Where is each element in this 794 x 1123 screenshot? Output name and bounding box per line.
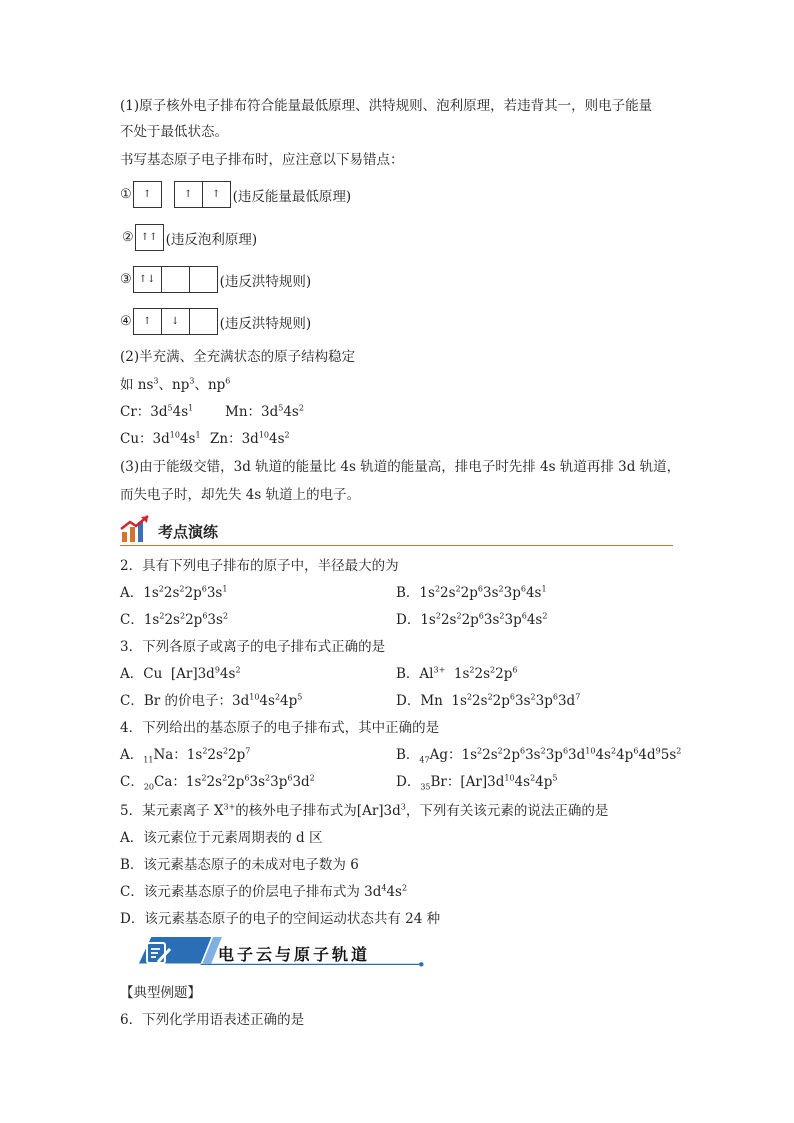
intro-paragraph-1b: 不处于最低状态。 (120, 124, 228, 140)
error-number: ② (122, 230, 134, 245)
error-note: (违反洪特规则) (219, 273, 312, 290)
q3-stem: 3．下列各原子或离子的电子排布式正确的是 (120, 639, 386, 655)
q5-option-d: D．该元素基态原子的电子的空间运动状态共有 24 种 (120, 911, 441, 927)
error-number: ① (120, 187, 132, 202)
cr-config: Cr：$3d^54s^1$ (120, 403, 194, 420)
error-note: (违反泡利原理) (165, 231, 258, 248)
q4-option-a: A．$_{11}$Na：$1s^22s^22p^7$ (120, 746, 251, 765)
intro-paragraph-1a: (1)原子核外电子排布符合能量最低原理、洪特规则、泡利原理，若违背其一，则电子能量 (120, 98, 653, 114)
q5-option-b: B．该元素基态原子的未成对电子数为 6 (120, 857, 359, 873)
error-example-1 (120, 181, 351, 208)
energy-level-note-a: (3)由于能级交错，3d 轨道的能量比 4s 轨道的能量高，排电子时先排 4s 轨道再排 3d 轨道， (120, 459, 681, 475)
section-banner-electron-cloud (120, 937, 442, 971)
q6-stem: 6．下列化学用语表述正确的是 (120, 1012, 305, 1028)
error-example-4 (120, 308, 311, 335)
error-number: ③ (120, 272, 132, 287)
error-example-3 (120, 266, 311, 293)
orbital-box: ↑↓ (133, 266, 218, 293)
q4-stem: 4．下列给出的基态原子的电子排布式，其中正确的是 (120, 720, 440, 736)
section-title: 考点演练 (158, 523, 219, 541)
section-divider (120, 545, 673, 547)
q4-option-d: D．$_{35}$Br：$[Ar]3d^{10}4s^24p^5$ (396, 773, 558, 792)
q2-option-d: D．$1s^22s^22p^63s^23p^64s^2$ (396, 611, 548, 628)
error-note: (违反能量最低原理) (232, 188, 352, 205)
section-header-practice (120, 514, 673, 546)
q2-option-c: C．$1s^22s^22p^63s^2$ (120, 611, 229, 628)
energy-level-note-b: 而失电子时，却先失 4s 轨道上的电子。 (120, 487, 361, 503)
zn-config: Zn：$3d^{10}4s^2$ (210, 430, 290, 447)
q5-option-a: A．该元素位于元素周期表的 d 区 (120, 830, 323, 846)
mn-config: Mn：$3d^54s^2$ (225, 403, 304, 420)
error-number: ④ (120, 314, 132, 329)
q2-option-b: B．$1s^22s^22p^63s^23p^64s^1$ (396, 584, 547, 601)
q4-option-c: C．$_{20}$Ca：$1s^22s^22p^63s^23p^63d^2$ (120, 773, 315, 792)
error-example-2 (122, 224, 257, 251)
orbital-box: ↑ ↓ (133, 308, 218, 335)
q2-stem: 2．具有下列电子排布的原子中，半径最大的为 (120, 558, 399, 574)
notepad-pencil-icon (144, 940, 174, 966)
q3-option-b: B．$Al^{3+}$ $1s^22s^22p^6$ (396, 665, 518, 682)
q3-option-c: C．Br 的价电子：$3d^{10}4s^24p^5$ (120, 692, 303, 709)
orbital-box-2s-2p: ↑ ↑ (174, 181, 231, 208)
stable-example: 如 $ns^3$、$np^3$、$np^6$ (120, 376, 231, 393)
stable-heading: (2)半充满、全充满状态的原子结构稳定 (120, 349, 356, 365)
example-label: 【典型例题】 (120, 985, 201, 1001)
q2-option-a: A．$1s^22s^22p^63s^1$ (120, 584, 228, 601)
q4-option-b: B．$_{47}$Ag：$1s^22s^22p^63s^23p^63d^{10}4s^24p^64d^95s^2$ (396, 746, 682, 765)
section-title: 电子云与原子轨道 (218, 945, 371, 964)
cu-config: Cu：$3d^{10}4s^1$ (120, 430, 201, 447)
q5-stem: 5．某元素离子 $X^{3+}$的核外电子排布式为$[Ar]3d^3$，下列有关该元素的说法正确的是 (120, 802, 609, 819)
orbital-box-1s: ↑ (133, 181, 162, 208)
chart-trend-icon (120, 514, 152, 544)
error-note: (违反洪特规则) (219, 315, 312, 332)
q3-option-a: A．Cu $[Ar]3d^94s^2$ (120, 665, 241, 682)
q5-option-c: C．该元素基态原子的价层电子排布式为 $3d^44s^2$ (120, 883, 408, 900)
intro-paragraph-2: 书写基态原子电子排布时，应注意以下易错点： (120, 152, 404, 168)
orbital-box: ↑↑ (135, 224, 164, 251)
q3-option-d: D．Mn $1s^22s^22p^63s^23p^63d^7$ (396, 692, 581, 709)
